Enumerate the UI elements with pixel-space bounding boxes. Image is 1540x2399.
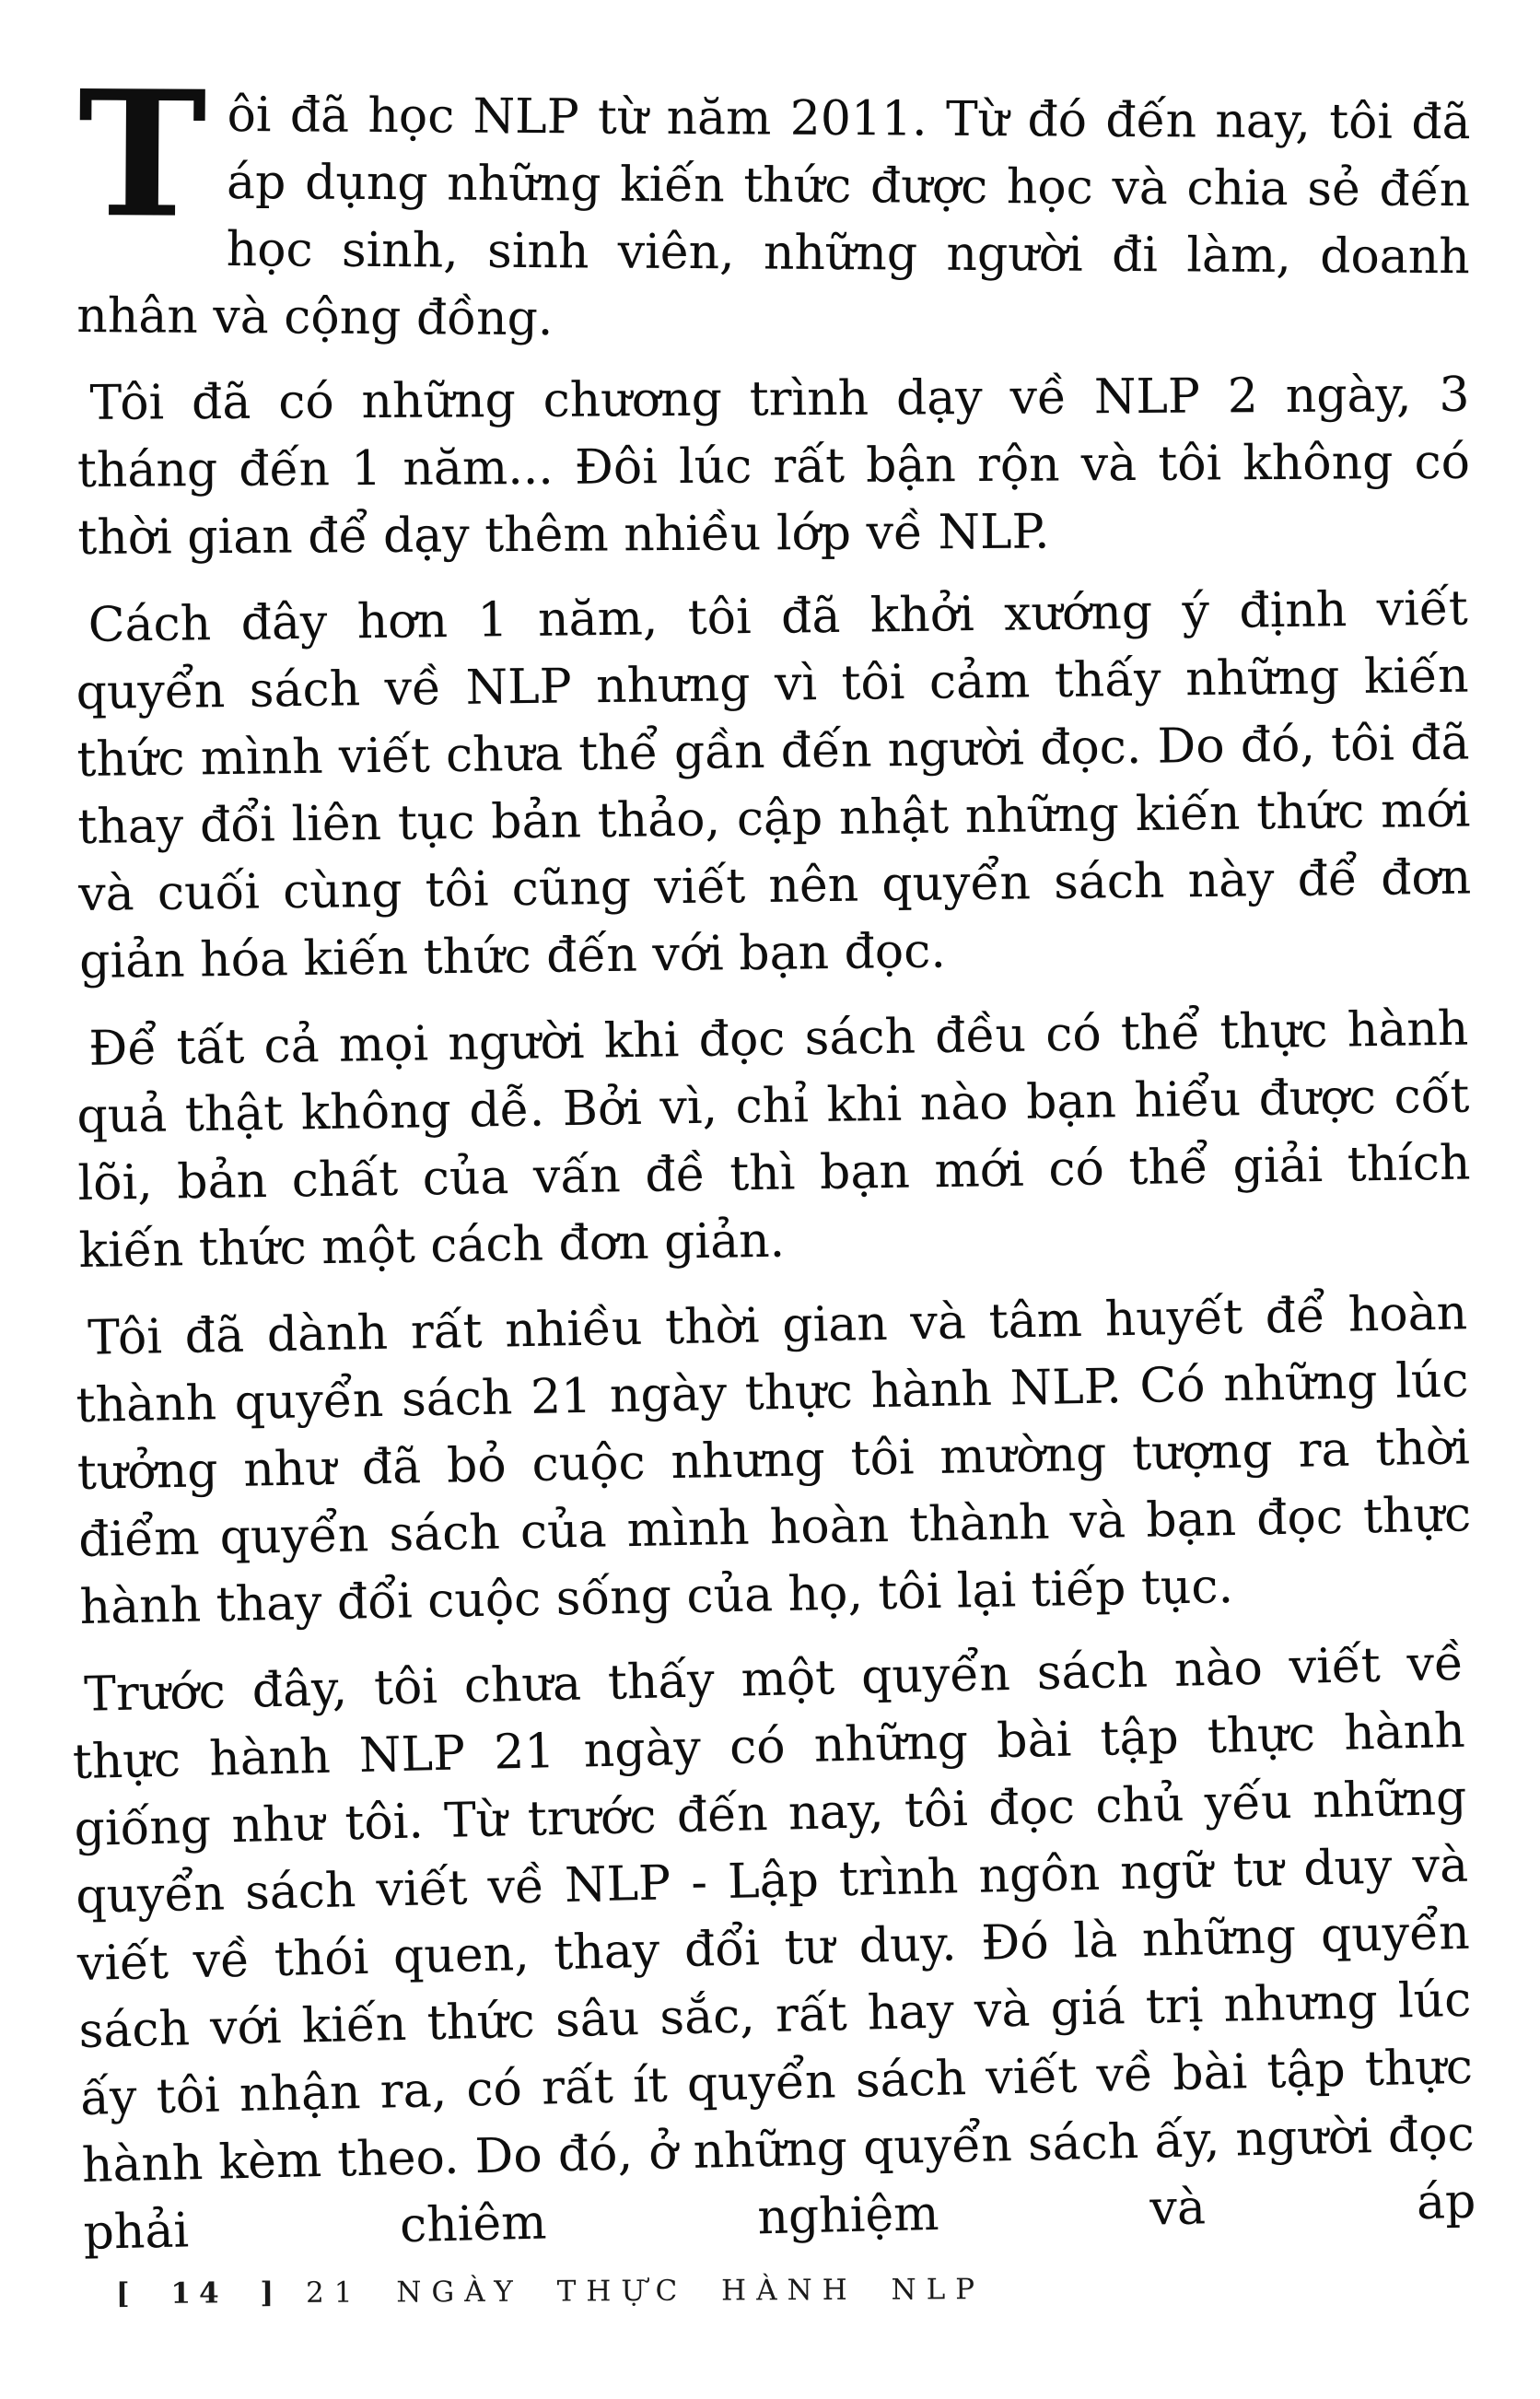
drop-cap-letter: T — [76, 53, 207, 257]
body-paragraph-1 — [76, 53, 1471, 358]
body-paragraph-2: Tôi đã có những chương trình dạy về NLP 2 ngày, 3 tháng đến 1 năm... Đôi lúc rất bận rộn và tôi không có thời gian để dạy thêm nhiều lớp về NLP. — [76, 367, 1471, 566]
body-paragraph-5: Tôi đã dành rất nhiều thời gian và tâm huyết để hoàn thành quyển sách 21 ngày thực hành NLP. Có những lúc tưởng như đã bỏ cuộc nhưng tôi mường tượng ra thời điểm quyển sách của mình hoàn thành và bạn đọc thực hành thay đổi cuộc sống của họ, tôi lại tiếp tục. — [76, 1285, 1472, 1635]
page-footer — [116, 2273, 985, 2311]
body-paragraph-6: Trước đây, tôi chưa thấy một quyển sách nào viết về thực hành NLP 21 ngày có những bài tập thực hành giống như tôi. Từ trước đến nay, tôi đọc chủ yếu những quyển sách viết về NLP - Lập trình ngôn ngữ tư duy và viết về thói quen, thay đổi tư duy. Đó là những quyển sách với kiến thức sâu sắc, rất hay và giá trị nhưng lúc ấy tôi nhận ra, có rất ít quyển sách viết về bài tập thực hành kèm theo. Do đó, ở những quyển sách ấy, người đọc phải chiêm nghiệm và áp — [72, 1635, 1476, 2261]
running-title: 21 NGÀY THỰC HÀNH NLP — [305, 2273, 986, 2310]
body-paragraph-4: Để tất cả mọi người khi đọc sách đều có thể thực hành quả thật không dễ. Bởi vì, chỉ khi nào bạn hiểu được cốt lõi, bản chất của vấn đề thì bạn mới có thể giải thích kiến thức một cách đơn giản. — [76, 1001, 1471, 1279]
page-text-block — [72, 53, 1476, 2288]
body-paragraph-3: Cách đây hơn 1 năm, tôi đã khởi xướng ý định viết quyển sách về NLP nhưng vì tôi cảm thấy những kiến thức mình viết chưa thể gần đến người đọc. Do đó, tôi đã thay đổi liên tục bản thảo, cập nhật những kiến thức mới và cuối cùng tôi cũng viết nên quyển sách này để đơn giản hóa kiến thức đến với bạn đọc. — [76, 580, 1472, 989]
page-number: [ 14 ] — [115, 2276, 283, 2311]
paragraph-text: ôi đã học NLP từ năm 2011. Từ đó đến nay, tôi đã áp dụng những kiến thức được học và chia sẻ đến học sinh, sinh viên, những người đi làm, doanh nhân và cộng đồng. — [76, 87, 1471, 347]
